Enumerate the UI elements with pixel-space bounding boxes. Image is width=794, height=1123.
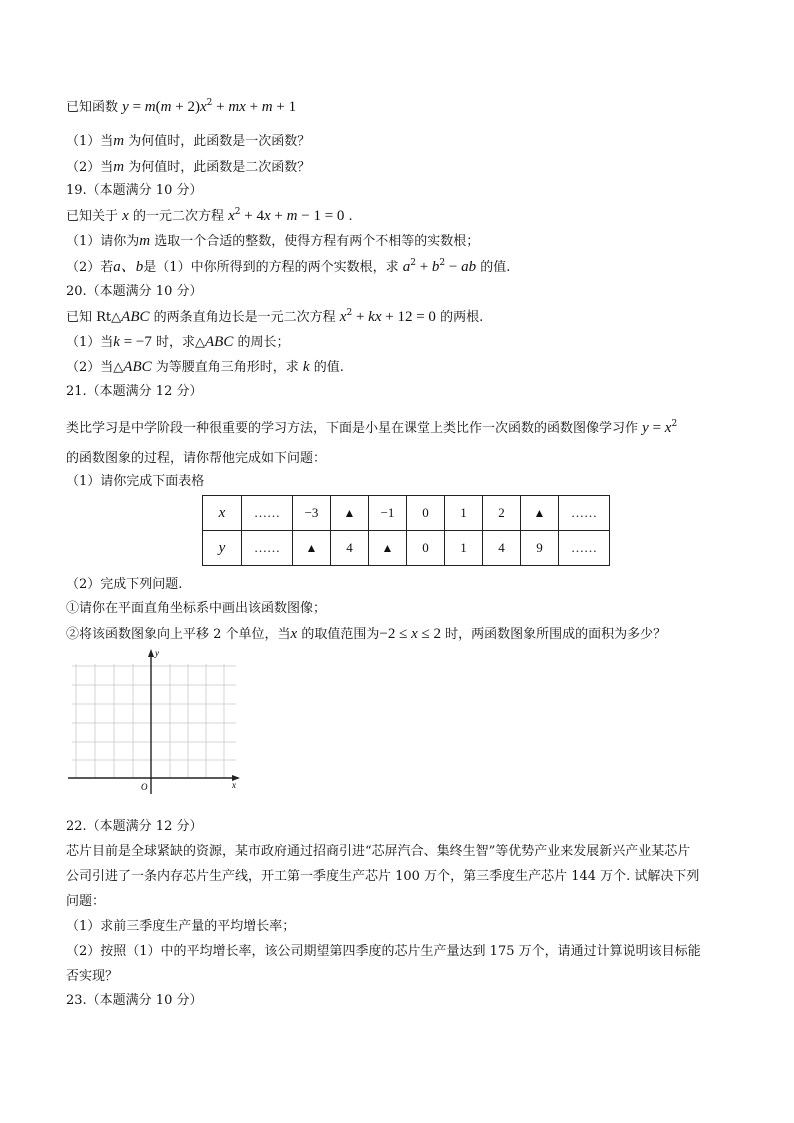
q22-sub1: （1）求前三季度生产量的平均增长率； — [66, 919, 296, 934]
q19-intro: 已知关于 x 的一元二次方程 $x^2 + 4x + m - 1 = 0$ . — [66, 207, 353, 224]
table-row-y — [203, 531, 610, 566]
q19-header: 19.（本题满分 10 分） — [66, 183, 203, 198]
q22-paragraph-2: 公司引进了一条内存芯片生产线，开工第一季度生产芯片 100 万个，第三季度生产芯片 144 万个. 试解决下列 — [66, 869, 700, 884]
x-axis-label: x — [232, 780, 236, 790]
table-cell: …… — [242, 531, 293, 566]
table-cell: −3 — [293, 496, 331, 531]
q22-sub2-line1: （2）按照（1）中的平均增长率，该公司期望第四季度的芯片生产量达到 175 万个，请通过计算说明该目标能 — [66, 944, 701, 959]
q20-header: 20.（本题满分 10 分） — [66, 284, 203, 299]
q21-item1: ①请你在平面直角坐标系中画出该函数图像； — [66, 601, 327, 616]
table-cell: 1 — [445, 531, 483, 566]
q20-sub2: （2）当△ABC 为等腰直角三角形时，求 k 的值. — [66, 359, 344, 375]
table-header-x: x — [203, 496, 242, 531]
table-cell: 9 — [521, 531, 559, 566]
q21-sub2: （2）完成下列问题. — [66, 577, 183, 592]
table-cell: ▲ — [293, 531, 331, 566]
table-cell: ▲ — [369, 531, 407, 566]
table-cell: ▲ — [331, 496, 369, 531]
table-cell: ▲ — [521, 496, 559, 531]
q21-header: 21.（本题满分 12 分） — [66, 384, 203, 399]
q18-sub2: （2）当m 为何值时，此函数是二次函数？ — [66, 159, 311, 175]
q21-sub1: （1）请你完成下面表格 — [66, 474, 205, 489]
table-cell: …… — [559, 531, 610, 566]
table-cell: 2 — [483, 496, 521, 531]
q22-paragraph-3: 问题： — [66, 894, 106, 909]
value-table — [202, 495, 610, 566]
table-cell: …… — [242, 496, 293, 531]
table-row-x — [203, 496, 610, 531]
table-cell: 0 — [407, 531, 445, 566]
origin-label: O — [141, 782, 148, 792]
q21-item2: ②将该函数图象向上平移 2 个单位，当x 的取值范围为−2 ≤ x ≤ 2 时，两函数图象所围成的面积为多少？ — [66, 626, 667, 642]
q22-header: 22.（本题满分 12 分） — [66, 819, 203, 834]
q21-intro-1: 类比学习是中学阶段一种很重要的学习方法，下面是小星在课堂上类比作一次函数的函数图像学习作 $y = x^2$ — [66, 419, 678, 436]
table-header-y: y — [203, 531, 242, 566]
table-cell: …… — [559, 496, 610, 531]
q18-sub1: （1）当m 为何值时，此函数是一次函数？ — [66, 133, 311, 149]
table-cell: −1 — [369, 496, 407, 531]
table-cell: 0 — [407, 496, 445, 531]
table-cell: 1 — [445, 496, 483, 531]
q18-function-formula: y — [122, 99, 129, 115]
q22-sub2-line2: 否实现？ — [66, 969, 119, 984]
q22-paragraph-1: 芯片目前是全球紧缺的资源，某市政府通过招商引进“芯屏汽合、集终生智”等优势产业来发展新兴产业某芯片 — [66, 844, 691, 859]
q20-intro: 已知 Rt△ABC 的两条直角边长是一元二次方程 $x^2$ + kx + 12 = 0 的两根. — [66, 308, 484, 325]
q23-header: 23.（本题满分 10 分） — [66, 993, 203, 1008]
q19-sub1: （1）请你为m 选取一个合适的整数，使得方程有两个不相等的实数根； — [66, 233, 480, 249]
q18-intro: 已知函数 $y = m(m + 2)x^2$ + mx + m + 1 — [66, 98, 297, 115]
q21-intro-2: 的函数图象的过程，请你帮他完成如下问题： — [66, 451, 327, 466]
table-cell: 4 — [483, 531, 521, 566]
q20-sub1: （1）当k = −7 时，求△ABC 的周长； — [66, 334, 290, 350]
y-axis-arrow — [148, 649, 154, 657]
table-cell: 4 — [331, 531, 369, 566]
grid-lines — [72, 664, 236, 778]
q19-sub2: （2）若a、b是（1）中你所得到的方程的两个实数根，求 $a^2 + b^2$ − ab 的值. — [66, 258, 511, 275]
coordinate-grid — [66, 646, 246, 796]
y-axis-label: y — [155, 648, 159, 658]
